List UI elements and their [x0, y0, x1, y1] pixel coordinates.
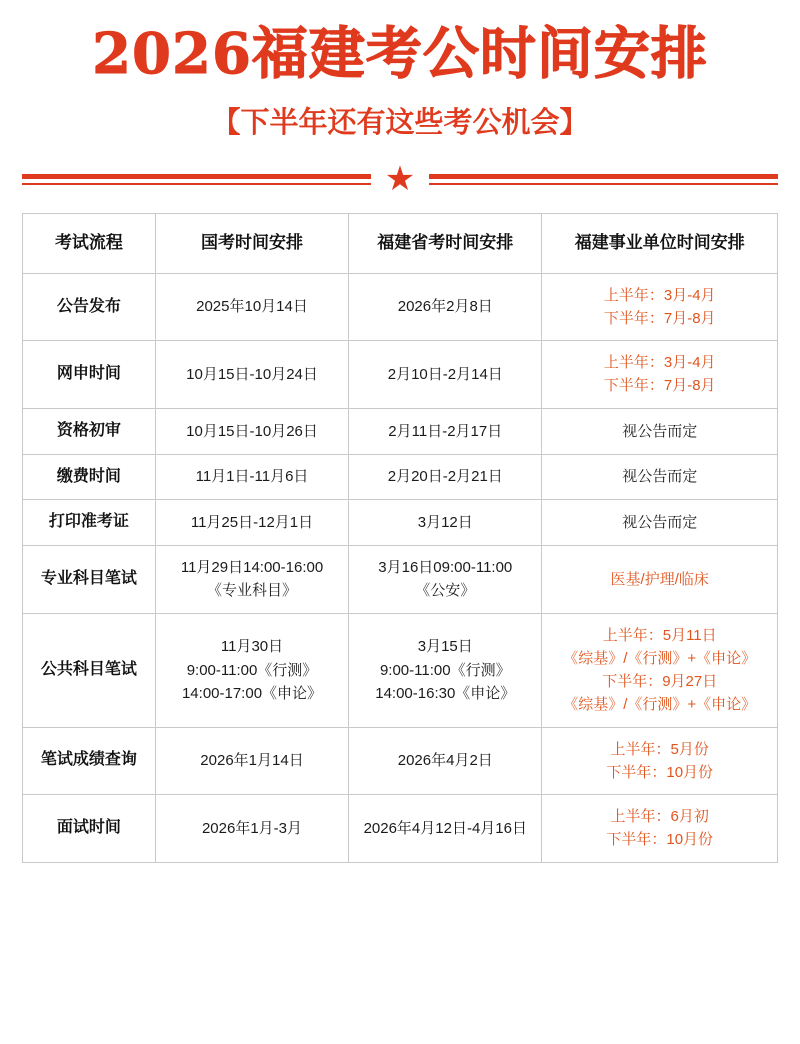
cell-guokao: [155, 727, 348, 795]
table-row: [23, 500, 778, 546]
divider-left-bars: [22, 174, 371, 185]
page-subtitle: 【下半年还有这些考公机会】: [211, 105, 589, 140]
cell-line: 10月15日-10月24日: [186, 365, 318, 383]
column-header-shiye: 福建事业单位时间安排: [542, 214, 778, 273]
cell-shiye: [542, 727, 778, 795]
cell-line: 2026年4月12日-4月16日: [363, 819, 527, 837]
cell-line: 2026年4月2日: [397, 752, 493, 770]
cell-line: 视公告而定: [622, 514, 698, 532]
cell-line: 11月1日-11月6日: [195, 468, 309, 486]
table-row: [23, 795, 778, 863]
cell-shiye: [542, 273, 778, 341]
title-block: [0, 0, 800, 141]
table-body: [23, 273, 778, 862]
cell-shengkao: [349, 341, 542, 409]
cell-guokao: [155, 795, 348, 863]
divider-bar-thin: [429, 183, 778, 185]
divider-bar-thick: [22, 174, 371, 179]
cell-line: 3月12日: [417, 514, 473, 532]
divider-right-bars: [429, 174, 778, 185]
cell-shiye: [542, 500, 778, 546]
table-row: [23, 546, 778, 614]
cell-flow: 缴费时间: [23, 454, 156, 500]
cell-line: 9:00-11:00《行测》: [186, 661, 318, 679]
cell-shiye: [542, 795, 778, 863]
cell-shengkao: [349, 500, 542, 546]
cell-line: 医基/护理/临床: [610, 570, 709, 588]
cell-shiye: [542, 408, 778, 454]
star-icon: ★: [384, 160, 416, 199]
schedule-table-wrap: [22, 213, 778, 862]
cell-guokao: [155, 408, 348, 454]
column-header-flow: 考试流程: [23, 214, 156, 273]
cell-line: 上半年：5月11日: [602, 626, 717, 644]
cell-line: 11月25日-12月1日: [190, 514, 314, 532]
divider-bar-thick: [429, 174, 778, 179]
cell-line: 《综基》/《行测》+《申论》: [563, 696, 757, 714]
cell-flow: 笔试成绩查询: [23, 727, 156, 795]
cell-line: 2025年10月14日: [196, 298, 308, 316]
cell-line: 上半年：3月-4月: [603, 286, 716, 304]
cell-line: 14:00-17:00《申论》: [181, 684, 323, 702]
table-header-row: [23, 214, 778, 273]
cell-guokao: [155, 454, 348, 500]
cell-shiye: [542, 613, 778, 727]
cell-line: 2026年1月14日: [200, 752, 304, 770]
cell-shiye: [542, 341, 778, 409]
divider-bar-thin: [22, 183, 371, 185]
cell-line: 视公告而定: [622, 422, 698, 440]
cell-line: 2026年2月8日: [397, 298, 493, 316]
cell-line: 10月15日-10月26日: [186, 422, 318, 440]
cell-shengkao: [349, 727, 542, 795]
cell-guokao: [155, 500, 348, 546]
cell-flow: 公共科目笔试: [23, 613, 156, 727]
cell-line: 《公安》: [415, 582, 476, 600]
cell-guokao: [155, 341, 348, 409]
table-row: [23, 408, 778, 454]
cell-line: 9:00-11:00《行测》: [379, 661, 511, 679]
cell-flow: 资格初审: [23, 408, 156, 454]
table-row: [23, 341, 778, 409]
cell-shiye: [542, 546, 778, 614]
cell-line: 《专业科目》: [207, 582, 298, 600]
cell-guokao: [155, 613, 348, 727]
schedule-table: [22, 213, 778, 862]
cell-shengkao: [349, 546, 542, 614]
table-row: [23, 454, 778, 500]
page-title: 2026福建考公时间安排: [92, 21, 708, 87]
cell-shengkao: [349, 273, 542, 341]
cell-flow: 打印准考证: [23, 500, 156, 546]
table-row: [23, 273, 778, 341]
cell-flow: 面试时间: [23, 795, 156, 863]
cell-guokao: [155, 546, 348, 614]
cell-line: 2026年1月-3月: [201, 819, 303, 837]
cell-line: 视公告而定: [622, 468, 698, 486]
cell-flow: 专业科目笔试: [23, 546, 156, 614]
cell-shengkao: [349, 454, 542, 500]
table-row: [23, 613, 778, 727]
cell-line: 下半年：7月-8月: [603, 377, 716, 395]
cell-line: 11月30日: [220, 638, 284, 656]
cell-line: 2月20日-2月21日: [387, 468, 503, 486]
cell-line: 3月16日09:00-11:00: [378, 559, 513, 577]
column-header-guokao: 国考时间安排: [155, 214, 348, 273]
cell-shiye: [542, 454, 778, 500]
cell-line: 11月29日14:00-16:00: [180, 559, 324, 577]
table-row: [23, 727, 778, 795]
cell-line: 下半年：9月27日: [602, 673, 718, 691]
cell-line: 14:00-16:30《申论》: [375, 684, 516, 702]
cell-line: 3月15日: [417, 638, 473, 656]
cell-flow: 网申时间: [23, 341, 156, 409]
decorative-divider: [22, 160, 778, 199]
cell-shengkao: [349, 795, 542, 863]
cell-line: 上半年：5月份: [610, 740, 709, 758]
cell-shengkao: [349, 408, 542, 454]
cell-line: 《综基》/《行测》+《申论》: [563, 649, 757, 667]
cell-line: 2月11日-2月17日: [388, 422, 503, 440]
cell-line: 下半年：10月份: [606, 763, 714, 781]
cell-line: 2月10日-2月14日: [387, 365, 503, 383]
cell-guokao: [155, 273, 348, 341]
cell-line: 下半年：7月-8月: [603, 309, 716, 327]
cell-line: 上半年：3月-4月: [603, 354, 716, 372]
cell-flow: 公告发布: [23, 273, 156, 341]
cell-line: 下半年：10月份: [606, 831, 714, 849]
cell-shengkao: [349, 613, 542, 727]
column-header-shengkao: 福建省考时间安排: [349, 214, 542, 273]
cell-line: 上半年：6月初: [610, 808, 709, 826]
